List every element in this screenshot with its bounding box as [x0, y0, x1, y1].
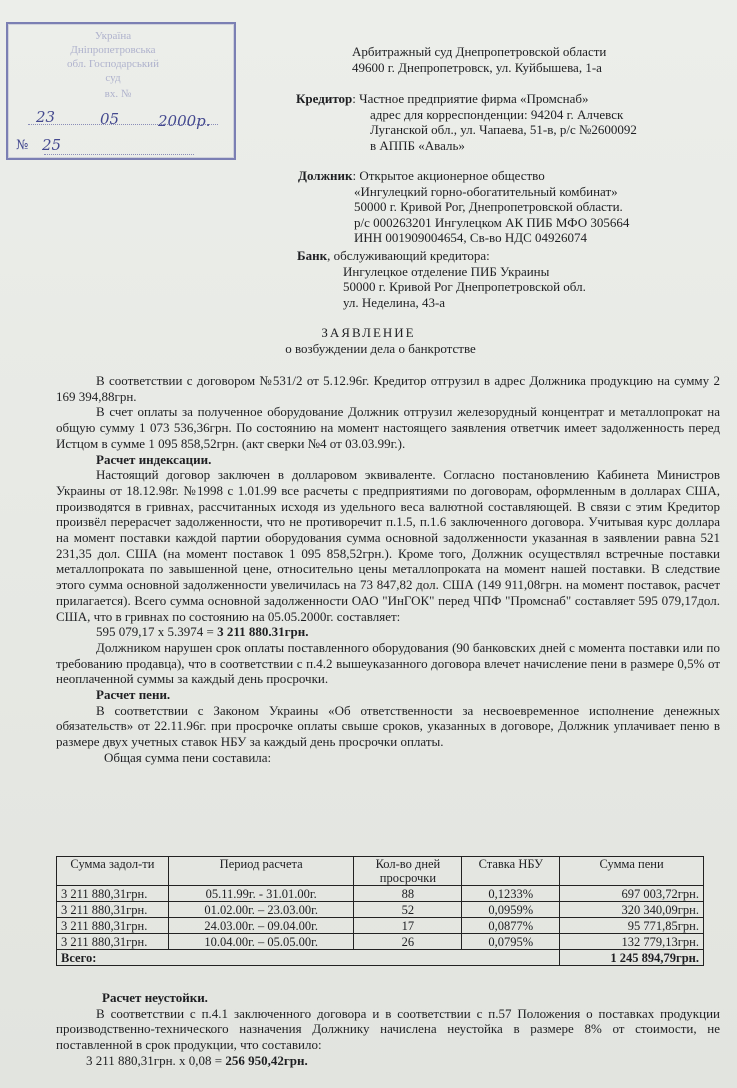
court-line: 49600 г. Днепропетровск, ул. Куйбышева, 1-а	[352, 59, 602, 75]
table-row	[57, 934, 704, 950]
stamp-date-month: 05	[100, 110, 120, 128]
table-cell: 3 211 880,31грн.	[57, 886, 169, 902]
document-subtitle: о возбуждении дела о банкротстве	[285, 341, 476, 356]
paragraph: В соответствии с договором №531/2 от 5.12.96г. Кредитор отгрузил в адрес Должника продукцию на сумму 2 169 394,88грн.	[56, 373, 720, 404]
section-heading-penalty: Расчет пени.	[96, 687, 171, 703]
calc-indexation	[56, 624, 720, 640]
bank-line: Ингулецкое отделение ПИБ Украины	[343, 263, 550, 279]
table-header: Ставка НБУ	[462, 857, 560, 886]
section-heading-indexation: Расчет индексации.	[96, 451, 212, 467]
calc-result: 3 211 880.31грн.	[217, 624, 309, 640]
creditor-line: в АППБ «Аваль»	[370, 137, 465, 153]
creditor-line: : Частное предприятие фирма «Промснаб»	[352, 91, 589, 106]
debtor-line: 50000 г. Кривой Рог, Днепропетровской области.	[354, 199, 623, 214]
stamp-line: Дніпропетровська	[70, 44, 156, 56]
bank-block	[297, 248, 586, 310]
paragraph: Настоящий договор заключен в долларовом эквиваленте. Согласно постановлению Кабинета Министров Украины от 18.12.98г. №1998 с 1.01.99 все расчеты с предприятиями по договорам, оформленным в долларах США, производятся в гривнах, рассчитанных исходя из удельного веса валютной составляющей. В связи с этим Кредитор произвёл перерасчет задолженности, что не противоречит п.1.5, п.1.6 заключенного договора. Учитывая курс доллара на момент поставки каждой партии оборудования сумма основной задолженности указанная в заявлении равна 521 231,35 дол. США (на момент поставок 1 095 858,52грн.). Кроме того, Должник осуществлял встречные поставки металлопроката по завышенной цене, относительно цены металлопроката на момент нашей поставки. В следствие этого сумма основной задолженности увеличилась на 73 847,82 дол. США (149 911,08грн. на момент поставок, расчет прилагается). Всего сумма основной задолженности ОАО "ИнГОК" перед ЧПФ "Промснаб" составляет 595 079,17дол. США, что в гривнах по состоянию на 05.05.2000г. составляет:	[56, 467, 720, 624]
table-cell: 05.11.99г. - 31.01.00г.	[168, 886, 354, 902]
creditor-line: адрес для корреспонденции: 94204 г. Алчевск	[370, 106, 624, 122]
stamp-line: Україна	[94, 30, 132, 42]
table-cell: 10.04.00г. – 05.05.00г.	[168, 934, 354, 950]
table-cell: 0,0959%	[462, 902, 560, 918]
penalty-table	[56, 856, 704, 966]
stamp-number-line	[44, 154, 194, 155]
calc-forfeit	[56, 1053, 720, 1069]
calc-result: 256 950,42грн.	[225, 1052, 308, 1068]
section-heading-forfeit: Расчет неустойки.	[102, 990, 208, 1005]
table-cell: 0,0795%	[462, 934, 560, 950]
debtor-line: ИНН 001909004654, Св-во НДС 04926074	[354, 230, 588, 245]
table-header: Период расчета	[168, 857, 354, 886]
paragraph: В соответствии с Законом Украины «Об ответственности за несвоевременное исполнение денежных обязательств» от 22.11.96г. при просрочке оплаты свыше сроков, указанных в договоре, Должник уплачивает пеню в размере двух учетных ставок НБУ за каждый день просрочки оплаты.	[56, 702, 720, 750]
stamp-line: обл. Господарський	[67, 58, 159, 70]
table-header-row	[57, 857, 704, 886]
table-header: Сумма пени	[560, 857, 704, 886]
table-header: Кол-во дней просрочки	[354, 857, 462, 886]
bank-label: Банк	[297, 248, 328, 263]
stamp-line: суд	[105, 72, 121, 84]
table-cell: 132 779,13грн.	[560, 934, 704, 950]
table-row	[57, 902, 704, 918]
debtor-label: Должник	[298, 168, 353, 183]
table-caption: Общая сумма пени составила:	[104, 749, 272, 765]
bank-line: 50000 г. Кривой Рог Днепропетровской обл.	[343, 279, 586, 294]
table-row	[57, 886, 704, 902]
paragraph: В соответствии с п.4.1 заключенного договора и в соответствии с п.57 Положения о поставках продукции производственно-технического назначения Должнику начислена неустойка в размере 8% от стоимости, не поставленной в срок продукции, что составило:	[56, 1005, 720, 1053]
document-body	[56, 373, 720, 766]
table-cell: 697 003,72грн.	[560, 886, 704, 902]
table-cell: 26	[354, 934, 462, 950]
table-cell: 3 211 880,31грн.	[57, 934, 169, 950]
table-cell: 3 211 880,31грн.	[57, 918, 169, 934]
table-cell: 3 211 880,31грн.	[57, 902, 169, 918]
table-cell: 95 771,85грн.	[560, 918, 704, 934]
paragraph: Должником нарушен срок оплаты поставленного оборудования (90 банковских дней с момента поставки или по требованию продавца), что в соответствии с п.4.2 вышеуказанного договора влечет начисление пени в размере 0,5% от неоплаченной суммы за каждый день просрочки.	[56, 639, 720, 687]
court-line: Арбитражный суд Днепропетровской области	[352, 44, 607, 59]
bank-line: , обслуживающий кредитора:	[327, 248, 490, 263]
forfeit-section	[56, 990, 720, 1069]
table-cell: 0,1233%	[462, 886, 560, 902]
table-cell: 01.02.00г. – 23.03.00г.	[168, 902, 354, 918]
debtor-line: р/с 000263201 Ингулецком АК ПИБ МФО 305664	[354, 214, 630, 230]
bank-line: ул. Неделина, 43-а	[343, 294, 446, 310]
paragraph: В счет оплаты за полученное оборудование Должник отгрузил железорудный концентрат и металлопрокат на общую сумму 1 073 536,36грн. По состоянию на момент настоящего заявления ответчик имеет задолженность перед Истцом в сумме 1 095 858,52грн. (акт сверки №4 от 03.03.99г.).	[56, 404, 720, 451]
table-cell: 0,0877%	[462, 918, 560, 934]
table-cell: 24.03.00г. – 09.04.00г.	[168, 918, 354, 934]
debtor-line: «Ингулецкий горно-обогатительный комбинат»	[354, 183, 618, 199]
stamp-number: 25	[42, 136, 62, 154]
table-header: Сумма задол-ти	[57, 857, 169, 886]
table-cell: 17	[354, 918, 462, 934]
document-title: ЗАЯВЛЕНИЕ	[321, 325, 416, 340]
debtor-line: : Открытое акционерное общество	[352, 168, 545, 183]
registration-stamp	[6, 22, 236, 160]
table-cell: 320 340,09грн.	[560, 902, 704, 918]
table-cell: 88	[354, 886, 462, 902]
creditor-label: Кредитор	[296, 91, 353, 106]
stamp-date-day: 23	[36, 108, 56, 126]
court-block	[352, 44, 606, 75]
table-row	[57, 918, 704, 934]
table-total-label: Всего:	[57, 950, 560, 966]
creditor-block	[296, 91, 637, 153]
table-cell: 52	[354, 902, 462, 918]
table-total-value: 1 245 894,79грн.	[560, 950, 704, 966]
stamp-line: вх. №	[104, 88, 132, 100]
debtor-block	[298, 168, 629, 246]
table-total-row	[57, 950, 704, 966]
calc-expression: 3 211 880,31грн. х 0,08 =	[86, 1052, 226, 1068]
calc-expression: 595 079,17 х 5.3974 =	[96, 624, 218, 640]
stamp-number-prefix: №	[16, 138, 29, 153]
stamp-date-year: 2000р.	[158, 112, 211, 130]
creditor-line: Луганской обл., ул. Чапаева, 51-в, р/с №2600092	[370, 122, 637, 137]
